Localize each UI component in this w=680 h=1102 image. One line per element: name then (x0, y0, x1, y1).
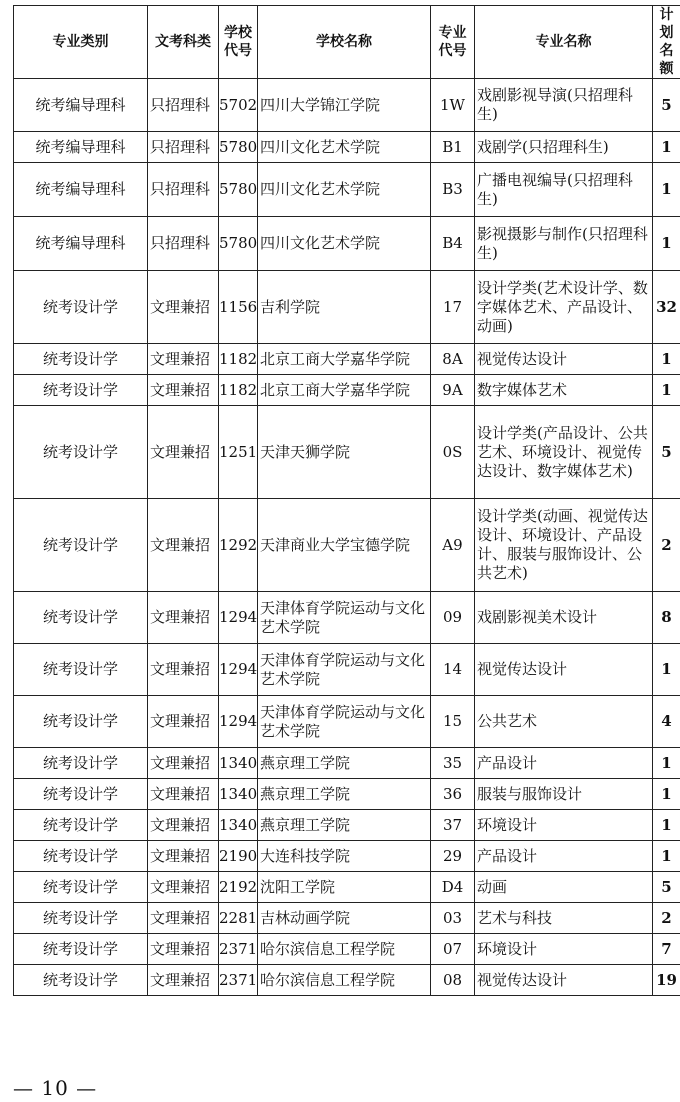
table-row (14, 810, 680, 841)
cell-school-name: 燕京理工学院 (258, 779, 431, 810)
cell-major-name: 数字媒体艺术 (475, 375, 653, 406)
cell-school-name: 哈尔滨信息工程学院 (258, 965, 431, 996)
table-row (14, 934, 680, 965)
cell-major-code: 29 (431, 841, 475, 872)
cell-major-code: 09 (431, 592, 475, 644)
cell-major-name: 视觉传达设计 (475, 344, 653, 375)
cell-plan: 1 (653, 841, 680, 872)
cell-school-code: 1340 (219, 810, 258, 841)
cell-school-code: 1251 (219, 406, 258, 499)
page-number: — 10 — (13, 1076, 98, 1100)
cell-school-name: 北京工商大学嘉华学院 (258, 375, 431, 406)
cell-school-code: 5780 (219, 163, 258, 217)
cell-plan: 5 (653, 872, 680, 903)
cell-school-code: 1156 (219, 271, 258, 344)
header-plan: 计划名额 (653, 6, 680, 79)
cell-subject: 文理兼招 (148, 499, 219, 592)
cell-major-code: A9 (431, 499, 475, 592)
cell-plan: 1 (653, 779, 680, 810)
cell-category: 统考设计学 (14, 934, 148, 965)
cell-subject: 只招理科 (148, 132, 219, 163)
cell-school-code: 5780 (219, 132, 258, 163)
cell-school-code: 2281 (219, 903, 258, 934)
cell-plan: 5 (653, 79, 680, 132)
cell-subject: 文理兼招 (148, 841, 219, 872)
cell-school-code: 1182 (219, 344, 258, 375)
cell-category: 统考设计学 (14, 375, 148, 406)
cell-category: 统考设计学 (14, 903, 148, 934)
cell-school-code: 1294 (219, 696, 258, 748)
cell-major-code: 03 (431, 903, 475, 934)
cell-school-code: 2371 (219, 965, 258, 996)
table-row (14, 132, 680, 163)
cell-school-code: 2192 (219, 872, 258, 903)
table-row (14, 271, 680, 344)
cell-major-code: D4 (431, 872, 475, 903)
cell-major-code: B3 (431, 163, 475, 217)
cell-plan: 1 (653, 644, 680, 696)
cell-plan: 1 (653, 810, 680, 841)
cell-category: 统考设计学 (14, 965, 148, 996)
cell-category: 统考设计学 (14, 406, 148, 499)
cell-category: 统考设计学 (14, 592, 148, 644)
cell-plan: 1 (653, 132, 680, 163)
cell-subject: 文理兼招 (148, 375, 219, 406)
cell-major-name: 动画 (475, 872, 653, 903)
cell-school-name: 天津体育学院运动与文化艺术学院 (258, 696, 431, 748)
cell-major-code: 1W (431, 79, 475, 132)
cell-major-name: 艺术与科技 (475, 903, 653, 934)
cell-school-name: 四川文化艺术学院 (258, 217, 431, 271)
cell-category: 统考设计学 (14, 779, 148, 810)
cell-school-code: 1340 (219, 748, 258, 779)
header-school-code: 学校代号 (219, 6, 258, 79)
cell-school-name: 沈阳工学院 (258, 872, 431, 903)
cell-category: 统考编导理科 (14, 217, 148, 271)
cell-major-name: 视觉传达设计 (475, 644, 653, 696)
cell-category: 统考编导理科 (14, 132, 148, 163)
cell-major-code: B1 (431, 132, 475, 163)
cell-school-code: 1340 (219, 779, 258, 810)
cell-major-name: 公共艺术 (475, 696, 653, 748)
cell-major-name: 环境设计 (475, 934, 653, 965)
cell-plan: 4 (653, 696, 680, 748)
table-row (14, 779, 680, 810)
cell-category: 统考设计学 (14, 344, 148, 375)
cell-subject: 文理兼招 (148, 592, 219, 644)
cell-school-name: 燕京理工学院 (258, 748, 431, 779)
cell-school-name: 燕京理工学院 (258, 810, 431, 841)
cell-subject: 文理兼招 (148, 965, 219, 996)
cell-subject: 文理兼招 (148, 271, 219, 344)
admission-plan-table (13, 5, 680, 996)
cell-category: 统考设计学 (14, 271, 148, 344)
table-row (14, 903, 680, 934)
cell-major-code: 9A (431, 375, 475, 406)
cell-category: 统考设计学 (14, 872, 148, 903)
cell-major-name: 影视摄影与制作(只招理科生) (475, 217, 653, 271)
cell-category: 统考设计学 (14, 810, 148, 841)
cell-category: 统考编导理科 (14, 79, 148, 132)
cell-major-name: 戏剧影视美术设计 (475, 592, 653, 644)
header-major-name: 专业名称 (475, 6, 653, 79)
table-row (14, 592, 680, 644)
table-row (14, 217, 680, 271)
cell-subject: 文理兼招 (148, 748, 219, 779)
cell-subject: 文理兼招 (148, 344, 219, 375)
cell-major-code: 17 (431, 271, 475, 344)
cell-major-code: 08 (431, 965, 475, 996)
cell-plan: 8 (653, 592, 680, 644)
table-header-row (14, 6, 680, 79)
header-category: 专业类别 (14, 6, 148, 79)
cell-subject: 文理兼招 (148, 872, 219, 903)
cell-category: 统考编导理科 (14, 163, 148, 217)
cell-school-code: 2190 (219, 841, 258, 872)
header-subject: 文考科类 (148, 6, 219, 79)
cell-category: 统考设计学 (14, 499, 148, 592)
table-row (14, 841, 680, 872)
cell-subject: 只招理科 (148, 163, 219, 217)
cell-plan: 1 (653, 344, 680, 375)
cell-school-name: 北京工商大学嘉华学院 (258, 344, 431, 375)
cell-major-code: B4 (431, 217, 475, 271)
cell-subject: 文理兼招 (148, 934, 219, 965)
cell-subject: 文理兼招 (148, 406, 219, 499)
table-row (14, 872, 680, 903)
cell-school-name: 四川大学锦江学院 (258, 79, 431, 132)
cell-plan: 2 (653, 499, 680, 592)
cell-major-code: 14 (431, 644, 475, 696)
cell-school-name: 大连科技学院 (258, 841, 431, 872)
table-row (14, 965, 680, 996)
cell-major-code: 36 (431, 779, 475, 810)
table-row (14, 79, 680, 132)
table-row (14, 163, 680, 217)
cell-plan: 2 (653, 903, 680, 934)
cell-major-code: 35 (431, 748, 475, 779)
cell-school-name: 四川文化艺术学院 (258, 132, 431, 163)
cell-major-name: 戏剧影视导演(只招理科生) (475, 79, 653, 132)
cell-school-code: 5780 (219, 217, 258, 271)
cell-plan: 32 (653, 271, 680, 344)
cell-subject: 只招理科 (148, 217, 219, 271)
cell-subject: 文理兼招 (148, 779, 219, 810)
cell-major-name: 产品设计 (475, 748, 653, 779)
cell-school-name: 哈尔滨信息工程学院 (258, 934, 431, 965)
cell-plan: 1 (653, 748, 680, 779)
cell-plan: 1 (653, 375, 680, 406)
cell-major-code: 8A (431, 344, 475, 375)
cell-major-name: 广播电视编导(只招理科生) (475, 163, 653, 217)
cell-plan: 7 (653, 934, 680, 965)
cell-major-name: 环境设计 (475, 810, 653, 841)
cell-school-code: 1294 (219, 644, 258, 696)
cell-school-code: 1294 (219, 592, 258, 644)
cell-subject: 只招理科 (148, 79, 219, 132)
cell-subject: 文理兼招 (148, 644, 219, 696)
cell-plan: 19 (653, 965, 680, 996)
cell-major-name: 戏剧学(只招理科生) (475, 132, 653, 163)
cell-category: 统考设计学 (14, 748, 148, 779)
cell-subject: 文理兼招 (148, 696, 219, 748)
table-row (14, 696, 680, 748)
cell-school-code: 1182 (219, 375, 258, 406)
cell-major-name: 设计学类(产品设计、公共艺术、环境设计、视觉传达设计、数字媒体艺术) (475, 406, 653, 499)
cell-major-name: 产品设计 (475, 841, 653, 872)
header-major-code: 专业代号 (431, 6, 475, 79)
cell-major-code: 37 (431, 810, 475, 841)
cell-school-name: 天津天狮学院 (258, 406, 431, 499)
cell-major-code: 15 (431, 696, 475, 748)
table-row (14, 644, 680, 696)
table-row (14, 375, 680, 406)
cell-major-name: 设计学类(艺术设计学、数字媒体艺术、产品设计、动画) (475, 271, 653, 344)
cell-school-name: 天津商业大学宝德学院 (258, 499, 431, 592)
cell-major-name: 设计学类(动画、视觉传达设计、环境设计、产品设计、服装与服饰设计、公共艺术) (475, 499, 653, 592)
cell-plan: 1 (653, 163, 680, 217)
cell-school-name: 四川文化艺术学院 (258, 163, 431, 217)
cell-school-code: 1292 (219, 499, 258, 592)
cell-school-name: 吉林动画学院 (258, 903, 431, 934)
cell-major-name: 服装与服饰设计 (475, 779, 653, 810)
cell-major-code: 0S (431, 406, 475, 499)
cell-school-code: 2371 (219, 934, 258, 965)
table-row (14, 406, 680, 499)
cell-school-code: 5702 (219, 79, 258, 132)
header-school-name: 学校名称 (258, 6, 431, 79)
table-row (14, 499, 680, 592)
table-row (14, 344, 680, 375)
table-body (14, 79, 680, 996)
cell-category: 统考设计学 (14, 644, 148, 696)
cell-school-name: 天津体育学院运动与文化艺术学院 (258, 644, 431, 696)
cell-plan: 5 (653, 406, 680, 499)
cell-major-name: 视觉传达设计 (475, 965, 653, 996)
cell-school-name: 吉利学院 (258, 271, 431, 344)
cell-subject: 文理兼招 (148, 810, 219, 841)
cell-category: 统考设计学 (14, 696, 148, 748)
cell-school-name: 天津体育学院运动与文化艺术学院 (258, 592, 431, 644)
table-row (14, 748, 680, 779)
cell-category: 统考设计学 (14, 841, 148, 872)
cell-subject: 文理兼招 (148, 903, 219, 934)
cell-plan: 1 (653, 217, 680, 271)
cell-major-code: 07 (431, 934, 475, 965)
